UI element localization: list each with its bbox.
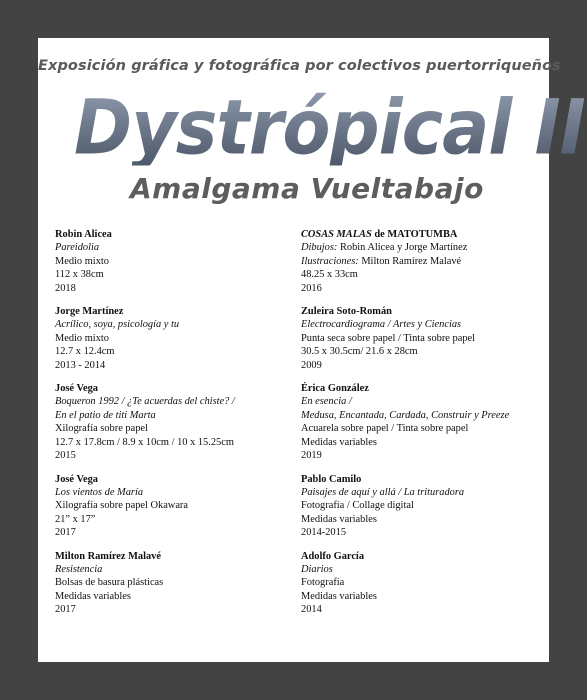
artwork-title: Los vientos de María [55, 486, 144, 498]
credit-line [301, 255, 547, 268]
artwork-medium: Medio mixto [55, 332, 109, 344]
left-column [55, 228, 290, 617]
artist-name: Adolfo García [301, 550, 365, 562]
artwork-title-cont: Medusa, Encantada, Cardada, Construir y Preeze [301, 409, 510, 421]
artwork-size: Medidas variables [301, 590, 377, 602]
artist-name: Érica González [301, 383, 369, 395]
logo-title: Dystrópical II [74, 83, 585, 173]
artwork-size: 12.7 x 12.4cm [55, 346, 115, 358]
artwork-title: Pareidolia [55, 242, 100, 254]
artwork-medium: Acuarela sobre papel / Tinta sobre papel [301, 423, 469, 435]
artwork-year: 2009 [301, 359, 322, 371]
artwork-size: Medidas variables [55, 590, 131, 602]
artwork-entry [55, 473, 290, 540]
artwork-year: 2017 [55, 604, 76, 616]
artwork-medium: Fotografía [301, 577, 345, 589]
artwork-year: 2019 [301, 450, 322, 462]
artwork-size: 21” x 17” [55, 513, 96, 525]
artist-name: Zuleira Soto-Román [301, 306, 392, 318]
artwork-title-cont: En el patio de titi Marta [55, 409, 156, 421]
artwork-medium: Fotografía / Collage digital [301, 500, 414, 512]
artwork-medium: Xilografía sobre papel Okawara [55, 500, 188, 512]
document-page [38, 38, 585, 662]
artwork-medium: Xilografía sobre papel [55, 423, 148, 435]
artist-name: Pablo Camilo [301, 473, 362, 485]
artwork-entry [301, 550, 547, 617]
artwork-title: Boqueron 1992 / ¿Te acuerdas del chiste? / [55, 396, 235, 408]
artwork-year: 2018 [55, 282, 76, 294]
artwork-entry [55, 228, 290, 295]
artist-name: Milton Ramírez Malavé [55, 550, 161, 562]
artwork-entry [55, 550, 290, 617]
artwork-size: 112 x 38cm [55, 269, 104, 281]
collective-name [301, 228, 547, 241]
artwork-medium: Bolsas de basura plásticas [55, 577, 164, 589]
collective-title-italic: COSAS MALAS [301, 229, 372, 240]
credit-value: Milton Ramírez Malavé [358, 255, 462, 267]
artwork-title: Electrocardiograma / Artes y Ciencias [301, 319, 462, 331]
credit-value: Robin Alicea y Jorge Martínez [337, 242, 468, 254]
artwork-title: Acrílico, soya, psicología y tu [55, 319, 180, 331]
right-column [301, 228, 547, 617]
artwork-medium: Medio mixto [55, 255, 109, 267]
artwork-title: Resistencia [55, 563, 103, 575]
credit-label: Ilustraciones: [301, 255, 359, 267]
artwork-entry [301, 473, 547, 540]
artwork-entry [55, 305, 290, 372]
artwork-year: 2013 - 2014 [55, 359, 106, 371]
exhibition-subtitle: Exposición gráfica y fotográfica por colectivos puertorriqueños [38, 58, 561, 74]
artwork-title: Diarios [301, 563, 333, 575]
artwork-year: 2017 [55, 527, 76, 539]
credit-label: Dibujos: [301, 242, 338, 254]
artist-name: Robin Alicea [55, 229, 112, 240]
artwork-size: Medidas variables [301, 436, 377, 448]
artwork-entry [301, 305, 547, 372]
artwork-entry [301, 228, 547, 295]
artwork-year: 2016 [301, 282, 322, 294]
artwork-year: 2014-2015 [301, 527, 347, 539]
artwork-title: Paisajes de aquí y allá / La trituradora [301, 486, 465, 498]
artwork-year: 2015 [55, 450, 76, 462]
artist-name: José Vega [55, 383, 99, 395]
artwork-entry [301, 382, 547, 462]
collective-title-rest: de MATOTUMBA [371, 229, 458, 240]
artwork-entry [55, 382, 290, 462]
artwork-size: Medidas variables [301, 513, 377, 525]
credit-line [301, 241, 547, 254]
artwork-title: En esencia / [301, 396, 352, 408]
artwork-size: 12.7 x 17.8cm / 8.9 x 10cm / 10 x 15.25cm [55, 436, 234, 448]
logo-subtitle: Amalgama Vueltabajo [130, 172, 484, 205]
artist-name: José Vega [55, 473, 99, 485]
artwork-size: 48.25 x 33cm [301, 269, 358, 281]
artwork-medium: Punta seca sobre papel / Tinta sobre papel [301, 332, 476, 344]
artwork-size: 30.5 x 30.5cm/ 21.6 x 28cm [301, 346, 418, 358]
artist-name: Jorge Martínez [55, 306, 124, 318]
artwork-year: 2014 [301, 604, 322, 616]
